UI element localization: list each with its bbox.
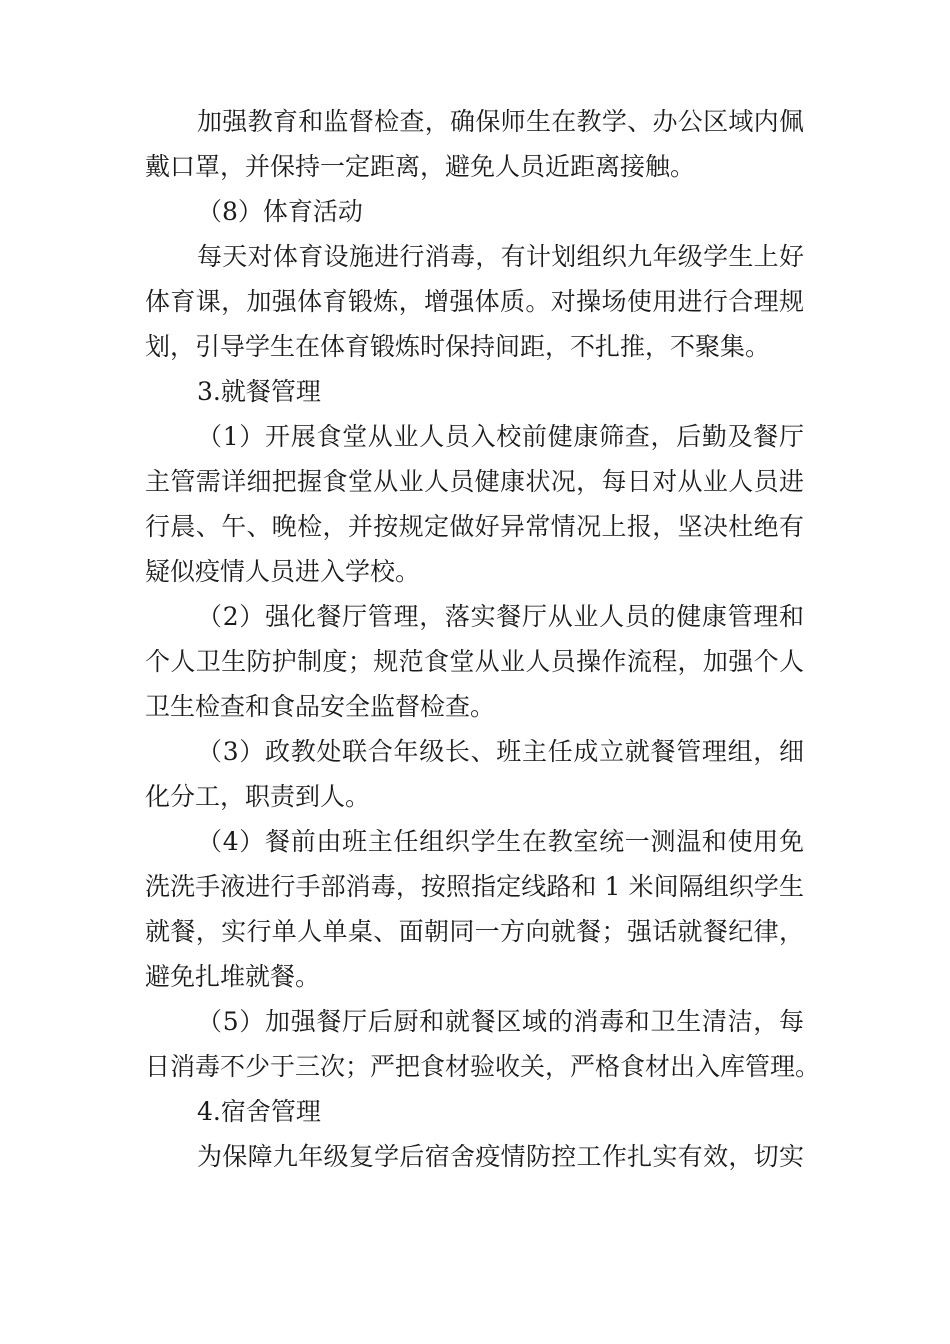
paragraph-line: 洗洗手液进行手部消毒，按照指定线路和 1 米间隔组织学生	[145, 872, 804, 901]
paragraph-line: （3）政教处联合年级长、班主任成立就餐管理组，细	[197, 737, 804, 766]
paragraph-line: 加强教育和监督检查，确保师生在教学、办公区域内佩	[197, 107, 804, 136]
paragraph-line: （4）餐前由班主任组织学生在教室统一测温和使用免	[197, 827, 804, 856]
paragraph-line: 个人卫生防护制度；规范食堂从业人员操作流程，加强个人	[145, 647, 804, 676]
paragraph-line: （1）开展食堂从业人员入校前健康筛查，后勤及餐厅	[197, 422, 804, 451]
paragraph-line: 化分工，职责到人。	[145, 782, 371, 811]
paragraph-line: 体育课，加强体育锻炼，增强体质。对操场使用进行合理规	[145, 287, 804, 316]
paragraph-line: 为保障九年级复学后宿舍疫情防控工作扎实有效，切实	[197, 1142, 804, 1171]
paragraph-line: 就餐，实行单人单桌、面朝同一方向就餐；强话就餐纪律，	[145, 917, 804, 946]
paragraph-line: 划，引导学生在体育锻炼时保持间距，不扎推，不聚集。	[145, 332, 771, 361]
paragraph-line: 日消毒不少于三次；严把食材验收关，严格食材出入库管理。	[145, 1052, 821, 1081]
paragraph-line: 主管需详细把握食堂从业人员健康状况，每日对从业人员进	[145, 467, 804, 496]
paragraph-line: 每天对体育设施进行消毒，有计划组织九年级学生上好	[197, 242, 804, 271]
paragraph-line: （5）加强餐厅后厨和就餐区域的消毒和卫生清洁，每	[197, 1007, 804, 1036]
paragraph-line: 行晨、午、晚检，并按规定做好异常情况上报，坚决杜绝有	[145, 512, 804, 541]
paragraph-line: 戴口罩，并保持一定距离，避免人员近距离接触。	[145, 152, 696, 181]
section-heading: 3.就餐管理	[197, 377, 321, 406]
paragraph-line: 卫生检查和食品安全监督检查。	[145, 692, 496, 721]
paragraph-line: （2）强化餐厅管理，落实餐厅从业人员的健康管理和	[197, 602, 804, 631]
paragraph-line: 疑似疫情人员进入学校。	[145, 557, 421, 586]
section-heading: 4.宿舍管理	[197, 1097, 321, 1126]
paragraph-line: 避免扎堆就餐。	[145, 962, 321, 991]
section-heading: （8）体育活动	[197, 197, 363, 226]
